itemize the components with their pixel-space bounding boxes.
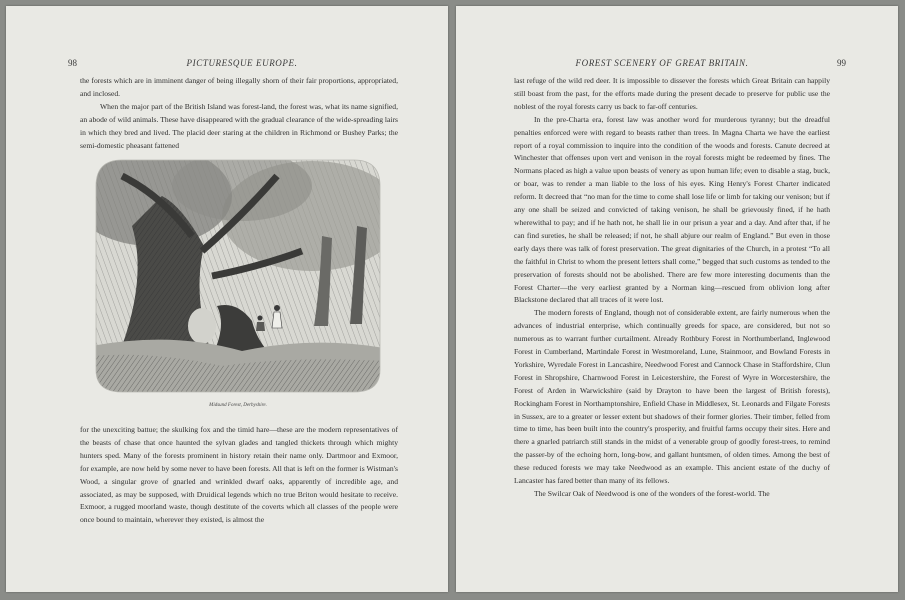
right-paragraph: The modern forests of England, though not of considerable extent, are fairly numerous when the advances of industrial enterprise, which continually greeds for space, are considered, but not so numerous as to warrant further curtailment. Already Rothbury Forest in Northumberland, Inglewood Forest in Cumberland, Martindale Forest in Westmoreland, Lune, Stainmoor, and Bowland Forests in Yorkshire, Wyredale Forest in Lancashire, Needwood Forest and Cannock Chase in Staffordshire, Clun Forest in Shropshire, Charnwood Forest in Leicestershire, the Forest of Wyre in Worcestershire, the Forest of Arden in Warwickshire (said by Drayton to have been the largest of British forests), Rockingham Forest in Northamptonshire, Enfield Chase in Middlesex, St. Leonards and Filgate Forests in Sussex, are to a greater or lesser extent but shadows of their former glories. Their timber, felled from time to time, has been built into the country's prosperity, and fruitful farms occupy their sites. Here and there a gnarled patriarch still stands in the midst of a venerable group of goodly forest-trees, to remind the passer-by of the echoing horn, long-bow, and gallant huntsmen, of olden times. Among the best of these reduced forests we may take Needwood as an example. This ancient estate of the duchy of Lancaster has fared better than many of its fellows. — [514, 308, 830, 486]
right-paragraph: In the pre-Charta era, forest law was another word for murderous tyranny; but the dreadful penalties enforced were with regard to beasts rather than trees. In Magna Charta we have the earliest report of a royal commission to inquire into the condition of the woods and forests. Canute decreed at Winchester that offenses upon vert and venison in the royal forests might be redeemed by fines. The Normans placed as high a value upon beasts of venery as upon human life; even to disable a stag, buck, or boar, was to render a man liable to the loss of his eyes. King Henry's Forest Charter indicated reform. It decreed that “no man for the time to come shall lose life or limb for taking our venison; but if any one shall be seized and convicted of taking venison, he shall be grievously fined, if he hath wherewithal to pay; and if he hath not, he shall lie in our prisun a year and a day. And after that, if he can find sureties, he shall be released; if not, he shall abjure our realm of England.” But even in those early days there was talk of forest preservation. The great dignitaries of the Church, in a protest “To all the faithful in Christ to whom the present letters shall come,” begged that such customs as tended to the preservation of forests should not be abolished. There are few more interesting documents than the Forest Charter—the very earliest granted by a Norman king—rescued from oblivion long after Blackstone declared that all traces of it were lost. — [514, 114, 830, 305]
left-paragraph: When the major part of the British Island was forest-land, the forest was, what its name signified, an abode of wild animals. These have disappeared with the gradual clearance of the wide-spreading lairs in which they bred and lived. The placid deer staring at the children in Richmond or Bushey Parks; the semi-domestic pheasant fattened — [80, 101, 398, 150]
figure-caption: Midsund Forest, Derbyshire. — [209, 403, 267, 408]
right-paragraph: last refuge of the wild red deer. It is impossible to dissever the forests which Great Britain can happily still boast from the past, for the efforts made during the present decade to preserve for public use the noblest of the royal forests carry us back to far-off centuries. — [514, 76, 830, 111]
left-text-top — [80, 75, 398, 152]
left-page-number: 98 — [68, 58, 77, 68]
forest-engraving-illustration — [92, 156, 384, 396]
right-page — [456, 6, 898, 592]
right-paragraph: The Swilcar Oak of Needwood is one of the wonders of the forest-world. The — [534, 489, 770, 498]
left-paragraph: the forests which are in imminent danger of being illegally shorn of their fair proportions, appropriated, and inclosed. — [80, 76, 398, 98]
left-page — [6, 6, 448, 592]
right-page-number: 99 — [837, 58, 846, 68]
left-running-title: PICTURESQUE EUROPE. — [186, 58, 298, 68]
left-paragraph: for the unexciting battue; the skulking fox and the timid hare—these are the modern representatives of the beasts of chase that once haunted the sylvan glades and tangled thickets through which mighty hunters sped. Many of the forests prominent in history retain their name only. Dartmoor and Exmoor, for example, are now held by some never to have been forests. All that is left on the former is Wistman's Wood, a singular grove of gnarled and wrinkled dwarf oaks, apparently of incredible age, and associated, as may be supposed, with Druidical legends which no true Briton would hesitate to receive. Exmoor, a rugged moorland waste, though destitute of the coverts which all classes of the people were once bound to maintain, wherever they existed, is almost the — [80, 425, 398, 525]
left-text-bottom — [80, 424, 398, 527]
right-running-title: FOREST SCENERY OF GREAT BRITAIN. — [575, 58, 749, 68]
right-text — [514, 75, 830, 501]
engraving-figure — [92, 156, 384, 408]
